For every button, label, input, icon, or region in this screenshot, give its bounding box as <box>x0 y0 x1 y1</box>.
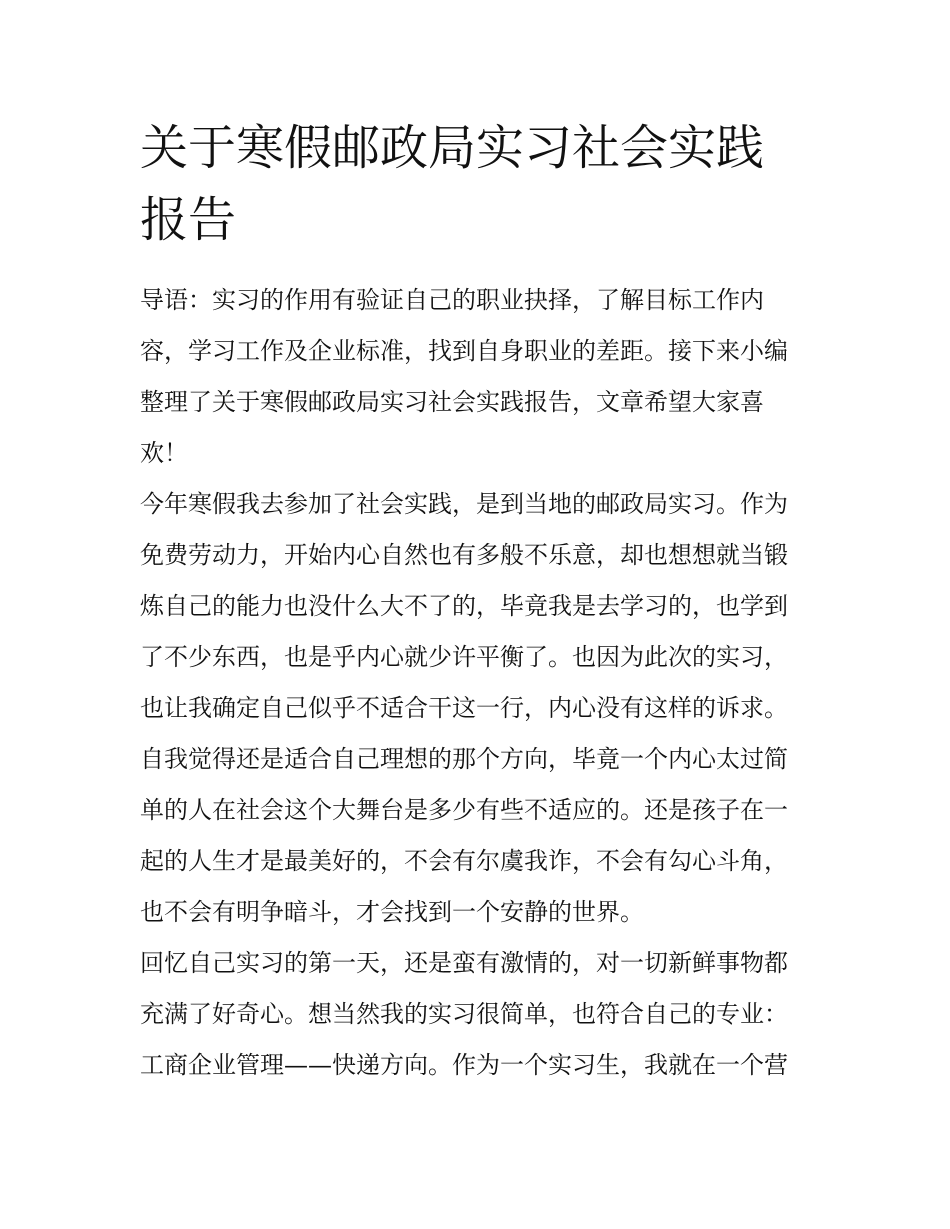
document-body <box>140 275 820 1091</box>
body-line: 导语：实习的作用有验证自己的职业抉择，了解目标工作内 <box>140 286 764 314</box>
body-line: 今年寒假我去参加了社会实践，是到当地的邮政局实习。作为 <box>140 490 788 518</box>
title-line: 关于寒假邮政局实习社会实践 <box>140 120 765 176</box>
body-line: 整理了关于寒假邮政局实习社会实践报告，文章希望大家喜 <box>140 388 764 416</box>
body-line: 欢！ <box>140 439 188 467</box>
body-line: 炼自己的能力也没什么大不了的，毕竟我是去学习的，也学到 <box>140 592 788 620</box>
body-line: 了不少东西，也是乎内心就少许平衡了。也因为此次的实习， <box>140 643 788 671</box>
body-line: 自我觉得还是适合自己理想的那个方向，毕竟一个内心太过简 <box>140 745 788 773</box>
body-line: 充满了好奇心。想当然我的实习很简单，也符合自己的专业： <box>140 1000 788 1028</box>
body-line: 也让我确定自己似乎不适合干这一行，内心没有这样的诉求。 <box>140 694 788 722</box>
document-title <box>140 112 820 256</box>
body-line: 免费劳动力，开始内心自然也有多般不乐意，却也想想就当锻 <box>140 541 788 569</box>
body-line: 工商企业管理——快递方向。作为一个实习生，我就在一个营 <box>140 1051 788 1079</box>
title-line: 报告 <box>140 192 237 248</box>
body-line: 单的人在社会这个大舞台是多少有些不适应的。还是孩子在一 <box>140 796 788 824</box>
body-line: 回忆自己实习的第一天，还是蛮有激情的，对一切新鲜事物都 <box>140 949 788 977</box>
body-line: 也不会有明争暗斗，才会找到一个安静的世界。 <box>140 898 644 926</box>
body-line: 起的人生才是最美好的，不会有尔虞我诈，不会有勾心斗角， <box>140 847 788 875</box>
body-line: 容，学习工作及企业标准，找到自身职业的差距。接下来小编 <box>140 337 788 365</box>
